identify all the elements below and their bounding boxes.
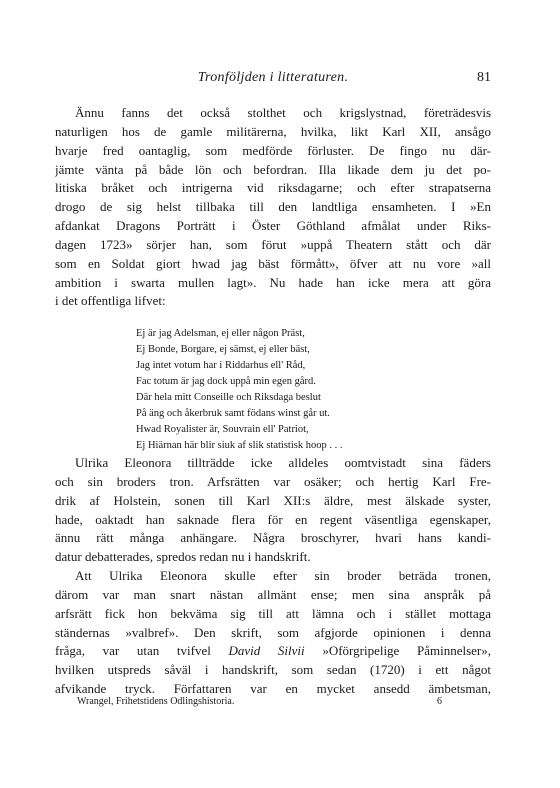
paragraph-3 [55,567,491,699]
text-line: och sin broders tron. Arfsrätten var osäker; och hertig Karl Fre- [55,473,491,489]
text-line: datur debatterades, spredos redan nu i handskrift. [55,549,311,565]
text-line: Ännu fanns det också stolthet och krigslystnad, företrädesvis [75,105,491,120]
poem-line: Ej Bonde, Borgare, ej sämst, ej eller bäst, [136,344,310,355]
text-line: ambition i swarta mullen lagt». Nu hade han icke mera att göra [55,274,491,290]
text-line: hade, oaktadt han saknade flera för en regent väsentliga egenskaper, [55,511,491,527]
poem-line: Hwad Royalister är, Souvrain ell' Patriot, [136,424,309,435]
signature-mark: 6 [437,696,442,707]
running-title: Tronföljden i litteraturen. [197,70,349,85]
poem-line: Fac totum är jag dock uppå min egen gård. [136,376,316,387]
text-line: Att Ulrika Eleonora skulle efter sin broder beträda tronen, [75,568,491,583]
text-line: ännu rätt många anhängare. Några broschyrer, hvari hans kandi- [55,530,491,546]
text-line: afdankat Dragons Porträtt i Öster Göthland afmålat under Riks- [55,218,491,234]
paragraph-2 [55,454,491,567]
poem-line: Ej är jag Adelsman, ej eller någon Präst, [136,328,305,339]
text-line: jämte vänta på både lön och befordran. Illa likade dem ju det po- [55,161,491,177]
text-line: dagen 1723» sörjer han, som förut »uppå Theatern stått och där [55,236,491,252]
poem-quotation [136,326,436,454]
poem-line: Jag intet votum har i Riddarhus ell' Råd, [136,360,306,371]
text-line: Ulrika Eleonora tillträdde icke alldeles oomtvistadt sina fäders [75,455,491,470]
poem-line: På äng och åkerbruk samt födans winst går ut. [136,408,330,419]
paragraph-1 [55,104,491,311]
text-segment: fråga, var utan tvifvel [55,643,229,659]
text-line: naturligen hos de gamle militärerna, hvilka, likt Karl XII, ansågo [55,123,491,139]
poem-line: Ej Hiärnan här blir siuk af slik statistisk hoop . . . [136,440,343,451]
text-line: därom var man snart nästan allmänt ense; men sina anspråk på [55,586,491,602]
text-line: drogo de sig helst tillbaka till den landtliga ensamheten. I »En [55,199,491,215]
text-line: som en Soldat giort hwad jag bäst förmått», öfver att nu vore »all [55,255,491,271]
poem-line: Där hela mitt Conseille och Riksdaga beslut [136,392,321,403]
text-segment: »Oförgripelige Påminnelser», [304,643,491,659]
text-line: arfsrätt fick hon bekväma sig till att lämna och i stället mottaga [55,605,491,621]
text-line [55,642,491,661]
text-line: drik af Holstein, sonen till Karl XII:s äldre, mest älskade syster, [55,492,491,508]
text-line: afvikande tryck. Författaren var en mycket ansedd ämbetsman, [55,681,491,697]
page-number: 81 [477,70,491,85]
text-line: ständernas »valbref». Den skrift, som afgjorde opinionen i denna [55,624,491,640]
text-line: i det offentliga lifvet: [55,293,166,309]
text-line: hvarje fred oantaglig, som medförde förluster. De fingo nu där- [55,142,491,158]
author-name: David Silvii [228,643,305,659]
text-line: litiska bråket och intrigerna vid riksdagarne; och efter strapatserna [55,180,491,196]
text-line: hvilken utspreds såväl i handskrift, som sedan (1720) i ett något [55,662,491,678]
footer-note: Wrangel, Frihetstidens Odlingshistoria. [77,696,235,707]
